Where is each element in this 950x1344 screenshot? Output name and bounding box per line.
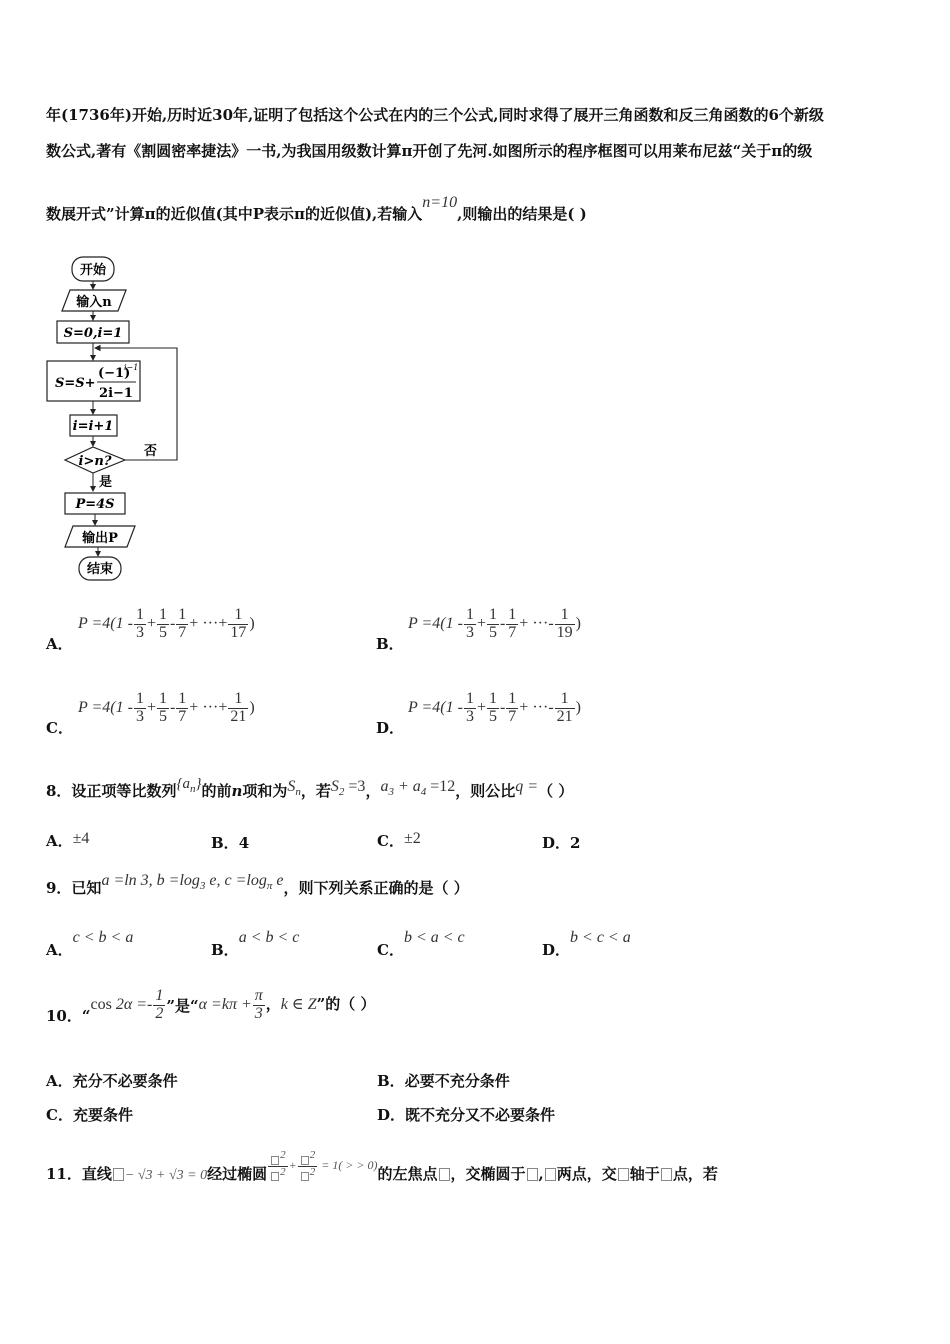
q10-stem: 10．“cos 2α =- $\frac{1}{2}$ ”是“α =kπ + $\frac{\pi}{3}$ ，k ∈ Z”的（ ） <box>46 987 376 1025</box>
fc-condition-text: i>n? <box>78 454 112 469</box>
fc-update-exp: i−1 <box>124 363 139 372</box>
fc-update-den: 2i−1 <box>99 386 133 401</box>
intro-line-2: 数公式,著有《割圆密率捷法》一书,为我国用级数计算π开创了先河.如图所示的程序框图可以用莱布尼兹“关于π的级 <box>46 142 813 160</box>
q8-option-c[interactable]: C．±2 <box>377 830 421 850</box>
fc-update-prefix: S=S+ <box>55 376 96 391</box>
q8-stem: 8．设正项等比数列$\{a_n\}$的前n项和为$S_n$，若$S_2 =3$，$a_3 + a_4 =12$，则公比q =（ ） <box>46 776 574 800</box>
q11-stem: 11．直线 − √3 + √3 = 0经过椭圆 $^{\frac{^2}{^2} + \frac{^2}{^2} = 1( > > 0)}$的左焦点 ，交椭圆于 , 两点，交 轴于 点，若 <box>46 1149 718 1183</box>
q9-option-a[interactable]: A．c < b < a <box>46 929 134 959</box>
fc-end-text: 结束 <box>86 562 114 577</box>
fc-input-text: 输入n <box>76 295 112 310</box>
fc-init-text: S=0,i=1 <box>63 326 123 341</box>
q9-option-d[interactable]: D．b < c < a <box>542 929 631 959</box>
fc-compute-text: P=4S <box>75 497 115 512</box>
q8-option-d[interactable]: D．2 <box>542 834 581 852</box>
fc-start-text: 开始 <box>79 263 107 278</box>
q11-line-equation: − √3 + √3 = 0 <box>124 1167 208 1183</box>
q9-stem: 9．已知a =ln 3, $b =\log_3$ e, $c =\log_\pi$ e，则下列关系正确的是（ ） <box>46 872 469 897</box>
fc-update-num: (−1) <box>98 366 131 381</box>
intro-line-1: 年(1736年)开始,历时近30年,证明了包括这个公式在内的三个公式,同时求得了展开三角函数和反三角函数的6个新级 <box>46 106 824 124</box>
input-n-value: n=10 <box>422 194 458 211</box>
q7-options: A． P =4(1 - $\frac{1}{3}$ + $\frac{1}{5}$ - $\frac{1}{7}$ + ···+ $\frac{1}{17}$ ) B． P =4(1 - $\frac{1}{3}$ + $\frac{1}{5}$ - $\frac{1}{7}$ + ···- $\frac{1}{19}$ ) C． P =4(1 - $\frac{1}{3}$ + $\frac{1}{5}$ - $\frac{1}{7}$ + ···+ $\frac{1}{21}$ ) D． P =4(1 - $\frac{1}{3}$ + $\frac{1}{5}$ - $\frac{1}{7}$ + ···- $\frac{1}{21}$ ) <box>46 606 581 737</box>
q10-option-c[interactable]: C．充要条件 <box>46 1106 133 1124</box>
q8-option-b[interactable]: B．4 <box>211 834 250 852</box>
q10-option-d[interactable]: D．既不充分又不必要条件 <box>377 1106 556 1124</box>
fc-output-text: 输出P <box>82 531 118 546</box>
fc-increment-text: i=i+1 <box>72 419 114 434</box>
q10-option-b[interactable]: B．必要不充分条件 <box>377 1072 510 1090</box>
fc-no-label: 否 <box>144 444 158 459</box>
flowchart <box>40 252 200 587</box>
q9-option-b[interactable]: B．a < b < c <box>211 929 300 959</box>
q10-option-a[interactable]: A．充分不必要条件 <box>46 1072 178 1090</box>
intro-line-3: 数展开式”计算π的近似值(其中P表示π的近似值),若输入n=10,则输出的结果是( ) <box>46 194 587 223</box>
q8-option-a[interactable]: A．±4 <box>46 830 90 850</box>
q11-ellipse-equation: 2 2 + 2 2 = 1( > > 0) <box>267 1158 377 1172</box>
q9-option-c[interactable]: C．b < a < c <box>377 929 465 959</box>
fc-yes-label: 是 <box>99 475 113 490</box>
